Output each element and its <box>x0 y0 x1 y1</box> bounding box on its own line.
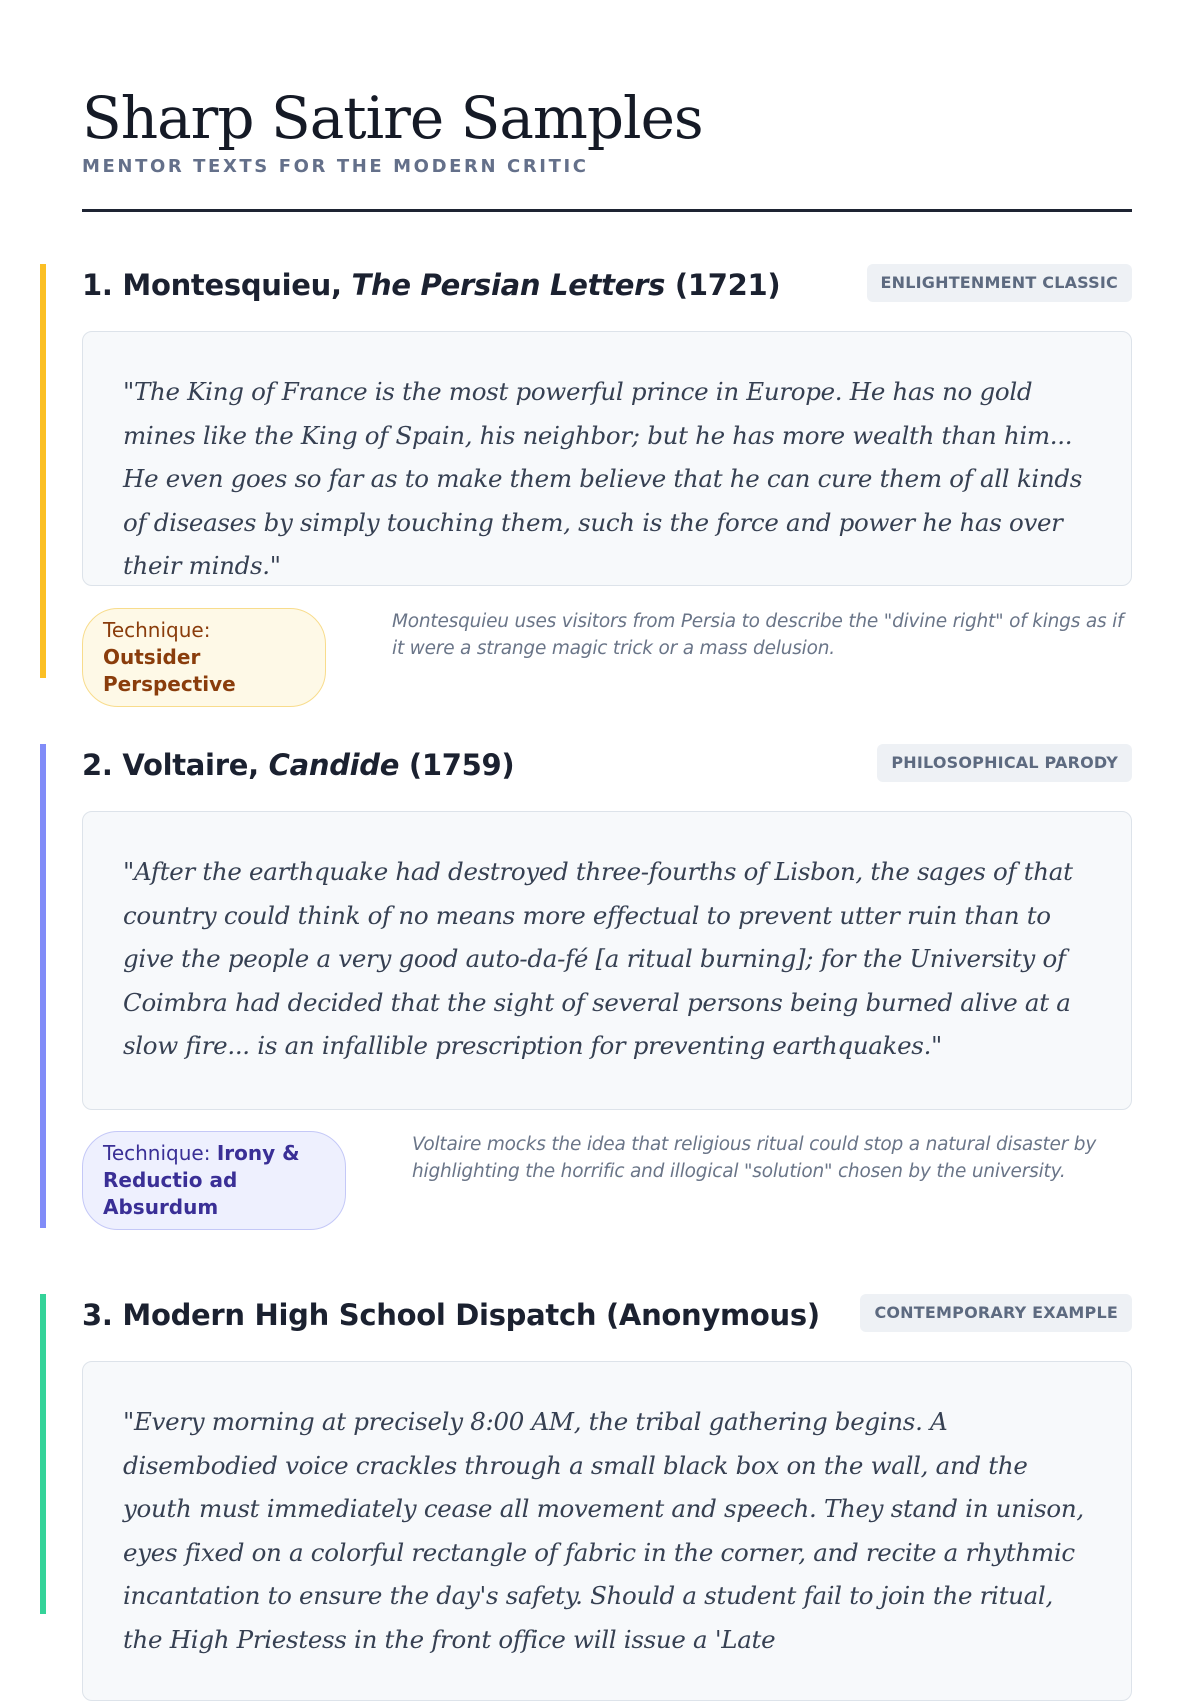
quote-box <box>82 811 1132 1110</box>
technique-name: Outsider Perspective <box>103 645 236 696</box>
category-tag: CONTEMPORARY EXAMPLE <box>860 1294 1132 1332</box>
technique-pill <box>82 1131 346 1230</box>
quote-text: "The King of France is the most powerful prince in Europe. He has no gold mines like the King of Spain, his neighbor; but he has more wealth than him... He even goes so far as to make them believe that he can cure them of all kinds of diseases by simply touching them, such is the force and power he has over their minds." <box>123 377 1083 580</box>
entry-work: The Persian Letters <box>351 268 666 302</box>
technique-label: Technique: <box>103 618 211 642</box>
entry-number: 2. <box>82 748 113 782</box>
quote-text: "Every morning at precisely 8:00 AM, the tribal gathering begins. A disembodied voice crackles through a small black box on the wall, and the youth must immediately cease all movement and speech. They stand in unison, eyes fixed on a colorful rectangle of fabric in the corner, and recite a rhythmic incantation to ensure the day's safety. Should a student fail to join the ritual, the High Priestess in the front office will issue a 'Late <box>123 1407 1084 1654</box>
technique-name: Irony & Reductio ad Absurdum <box>103 1141 300 1219</box>
entry-title <box>82 748 514 782</box>
page-subtitle: MENTOR TEXTS FOR THE MODERN CRITIC <box>82 156 589 177</box>
entry-year: (1759) <box>408 748 515 782</box>
technique-note: Voltaire mocks the idea that religious ritual could stop a natural disaster by highlighting the horrific and illogical "solution" chosen by the university. <box>412 1134 1097 1182</box>
quote-box <box>82 331 1132 586</box>
quote-box <box>82 1361 1132 1701</box>
entry-montesquieu <box>40 264 1132 696</box>
entry-header <box>82 264 1132 304</box>
entry-title <box>82 1298 820 1332</box>
quote-text: "After the earthquake had destroyed three-fourths of Lisbon, the sages of that country could think of no means more effectual to prevent utter ruin than to give the people a very good auto-da-fé [a ritual burning]; for the University of Coimbra had decided that the sight of several persons being burned alive at a slow fire... is an infallible prescription for preventing earthquakes." <box>123 857 1073 1060</box>
entry-author: Montesquieu, <box>122 268 342 302</box>
page-title: Sharp Satire Samples <box>82 84 703 152</box>
entry-voltaire <box>40 744 1132 1228</box>
category-tag: PHILOSOPHICAL PARODY <box>877 744 1132 782</box>
entry-number: 3. <box>82 1298 113 1332</box>
entry-high-school-dispatch <box>40 1294 1132 1654</box>
category-tag: ENLIGHTENMENT CLASSIC <box>867 264 1133 302</box>
header-divider <box>82 209 1132 212</box>
entry-year: (1721) <box>674 268 781 302</box>
entry-work: Candide <box>268 748 400 782</box>
entry-number: 1. <box>82 268 113 302</box>
technique-pill <box>82 608 326 707</box>
entry-header <box>82 744 1132 784</box>
page-header <box>82 82 1132 177</box>
accent-bar <box>40 1294 46 1614</box>
entry-title <box>82 268 780 302</box>
accent-bar <box>40 264 46 678</box>
technique-note: Montesquieu uses visitors from Persia to describe the "divine right" of kings as if it were a strange magic trick or a mass delusion. <box>392 611 1124 659</box>
entry-author: Voltaire, <box>122 748 259 782</box>
technique-label: Technique: <box>103 1141 211 1165</box>
entry-author: Modern High School Dispatch (Anonymous) <box>122 1298 820 1332</box>
entry-header <box>82 1294 1132 1334</box>
accent-bar <box>40 744 46 1228</box>
